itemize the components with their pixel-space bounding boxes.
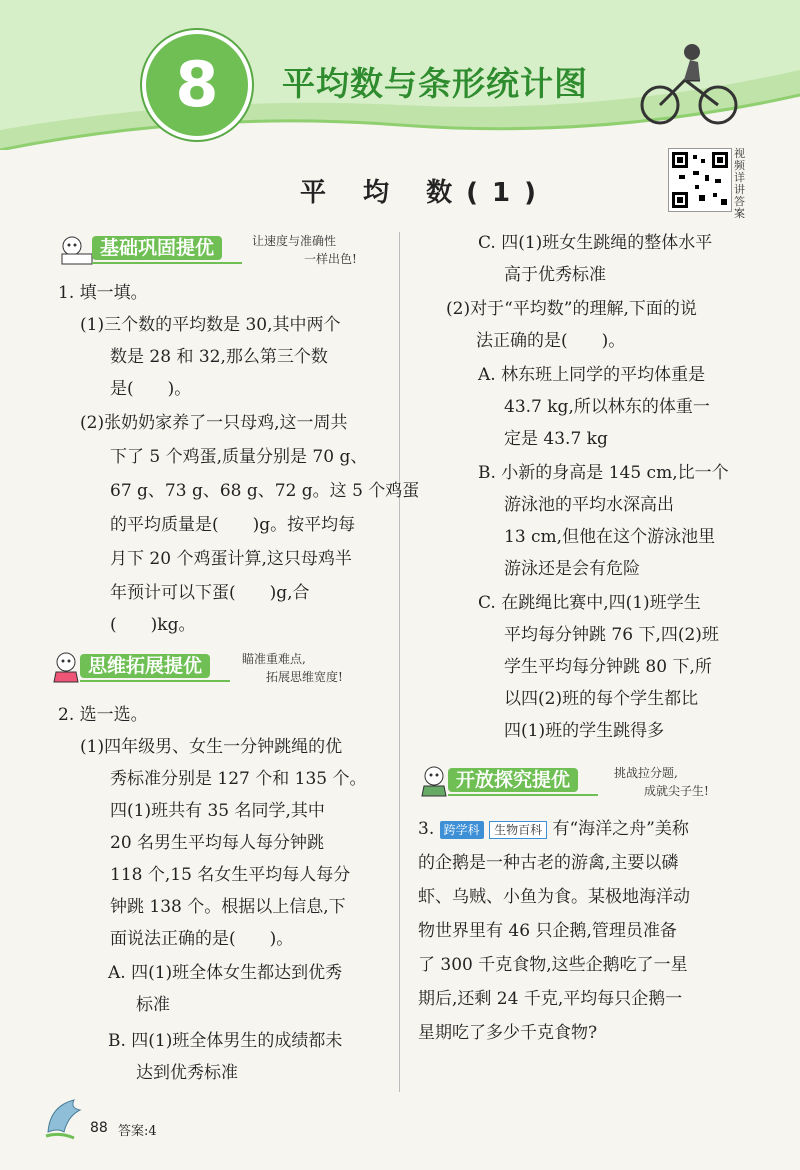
section-title-basic: 基础巩固提优 [92,236,222,260]
right-line: 法正确的是( )。 [476,331,626,351]
left-line: 标准 [136,995,170,1015]
right-line: 平均每分钟跳 76 下,四(2)班 [504,625,719,645]
biology-tag: 生物百科 [489,821,547,839]
left-line: 年预计可以下蛋( )g,合 [110,583,310,603]
q3-line: 虾、乌贼、小鱼为食。某极地海洋动 [418,887,690,907]
section-underline [80,680,230,682]
right-line: 高于优秀标准 [504,265,606,285]
left-line: ( )kg。 [110,615,196,635]
section-note-open-1: 挑战拉分题, [614,766,678,780]
column-divider [399,232,400,1092]
q3-line: 物世界里有 46 只企鹅,管理员准备 [418,921,677,941]
right-line: 以四(2)班的每个学生都比 [504,689,699,709]
q3-line: 了 300 千克食物,这些企鹅吃了一星 [418,955,688,975]
right-line: 四(1)班的学生跳得多 [504,721,665,741]
option-c: C. 四(1)班女生跳绳的整体水平 [478,233,713,253]
section-header-think [80,650,390,682]
left-line: 面说法正确的是( )。 [110,929,294,949]
answer-ref: 答案:4 [118,1124,157,1139]
right-line: 43.7 kg,所以林东的体重一 [504,397,710,417]
q3-line: 期后,还剩 24 千克,平均每只企鹅一 [418,989,683,1009]
question-2-label: 2. 选一选。 [58,705,148,725]
option-c: C. 在跳绳比赛中,四(1)班学生 [478,593,701,613]
left-line: 月下 20 个鸡蛋计算,这只母鸡半 [110,549,352,569]
left-line: (1)三个数的平均数是 30,其中两个 [80,315,341,335]
left-line: 是( )。 [110,379,192,399]
section-note-think-1: 瞄准重难点, [242,652,306,666]
left-line: 118 个,15 名女生平均每人每分 [110,865,351,885]
q3-line: 的企鹅是一种古老的游禽,主要以磷 [418,853,679,873]
option-a: A. 四(1)班全体女生都达到优秀 [108,963,343,983]
left-line: 钟跳 138 个。根据以上信息,下 [110,897,346,917]
option-a: A. 林东班上同学的平均体重是 [478,365,706,385]
reader-mascot-icon [58,234,96,268]
left-line: 67 g、73 g、68 g、72 g。这 5 个鸡蛋 [110,481,420,501]
right-line: (2)对于“平均数”的理解,下面的说 [446,299,697,319]
question-3-header [418,818,689,840]
option-b: B. 四(1)班全体男生的成绩都未 [108,1031,343,1051]
chapter-title: 平均数与条形统计图 [282,64,588,103]
section-header-basic [92,232,392,264]
left-line: 数是 28 和 32,那么第三个数 [110,347,328,367]
section-underline [448,794,598,796]
question-1-label: 1. 填一填。 [58,283,148,303]
section-underline [92,262,242,264]
right-line: 游泳还是会有危险 [504,559,640,579]
left-line: (2)张奶奶家养了一只母鸡,这一周共 [80,413,348,433]
right-line: 游泳池的平均水深高出 [504,495,674,515]
left-line: 达到优秀标准 [136,1063,238,1083]
dolphin-icon [40,1092,90,1142]
question-3-first-line: 有“海洋之舟”美称 [552,819,689,839]
cyclist-illustration [640,40,740,130]
left-line: 的平均质量是( )g。按平均每 [110,515,356,535]
section-note-basic-1: 让速度与准确性 [252,234,337,248]
left-line: (1)四年级男、女生一分钟跳绳的优 [80,737,343,757]
section-header-open [448,764,748,796]
right-line: 学生平均每分钟跳 80 下,所 [504,657,712,677]
page-number: 88 [90,1120,108,1136]
right-line: 13 cm,但他在这个游泳池里 [504,527,716,547]
section-note-think-2: 拓展思维宽度! [266,670,343,684]
section-note-basic-2: 一样出色! [304,252,357,266]
left-line: 下了 5 个鸡蛋,质量分别是 70 g、 [110,447,368,467]
qr-code[interactable] [668,148,732,212]
section-title-think: 思维拓展提优 [80,654,210,678]
lesson-title: 平 均 数(1) [300,178,550,208]
cross-subject-tag: 跨学科 [440,821,484,839]
option-b: B. 小新的身高是 145 cm,比一个 [478,463,729,483]
section-title-open: 开放探究提优 [448,768,578,792]
chapter-number: 8 [142,30,252,140]
left-line: 秀标准分别是 127 个和 135 个。 [110,769,367,789]
qr-label: 视频详讲答案 [734,147,745,220]
left-line: 20 名男生平均每人每分钟跳 [110,833,325,853]
q3-line: 星期吃了多少千克食物? [418,1023,598,1043]
right-line: 定是 43.7 kg [504,429,608,449]
question-3-number: 3. [418,819,435,839]
section-note-open-2: 成就尖子生! [644,784,709,798]
left-line: 四(1)班共有 35 名同学,其中 [110,801,325,821]
